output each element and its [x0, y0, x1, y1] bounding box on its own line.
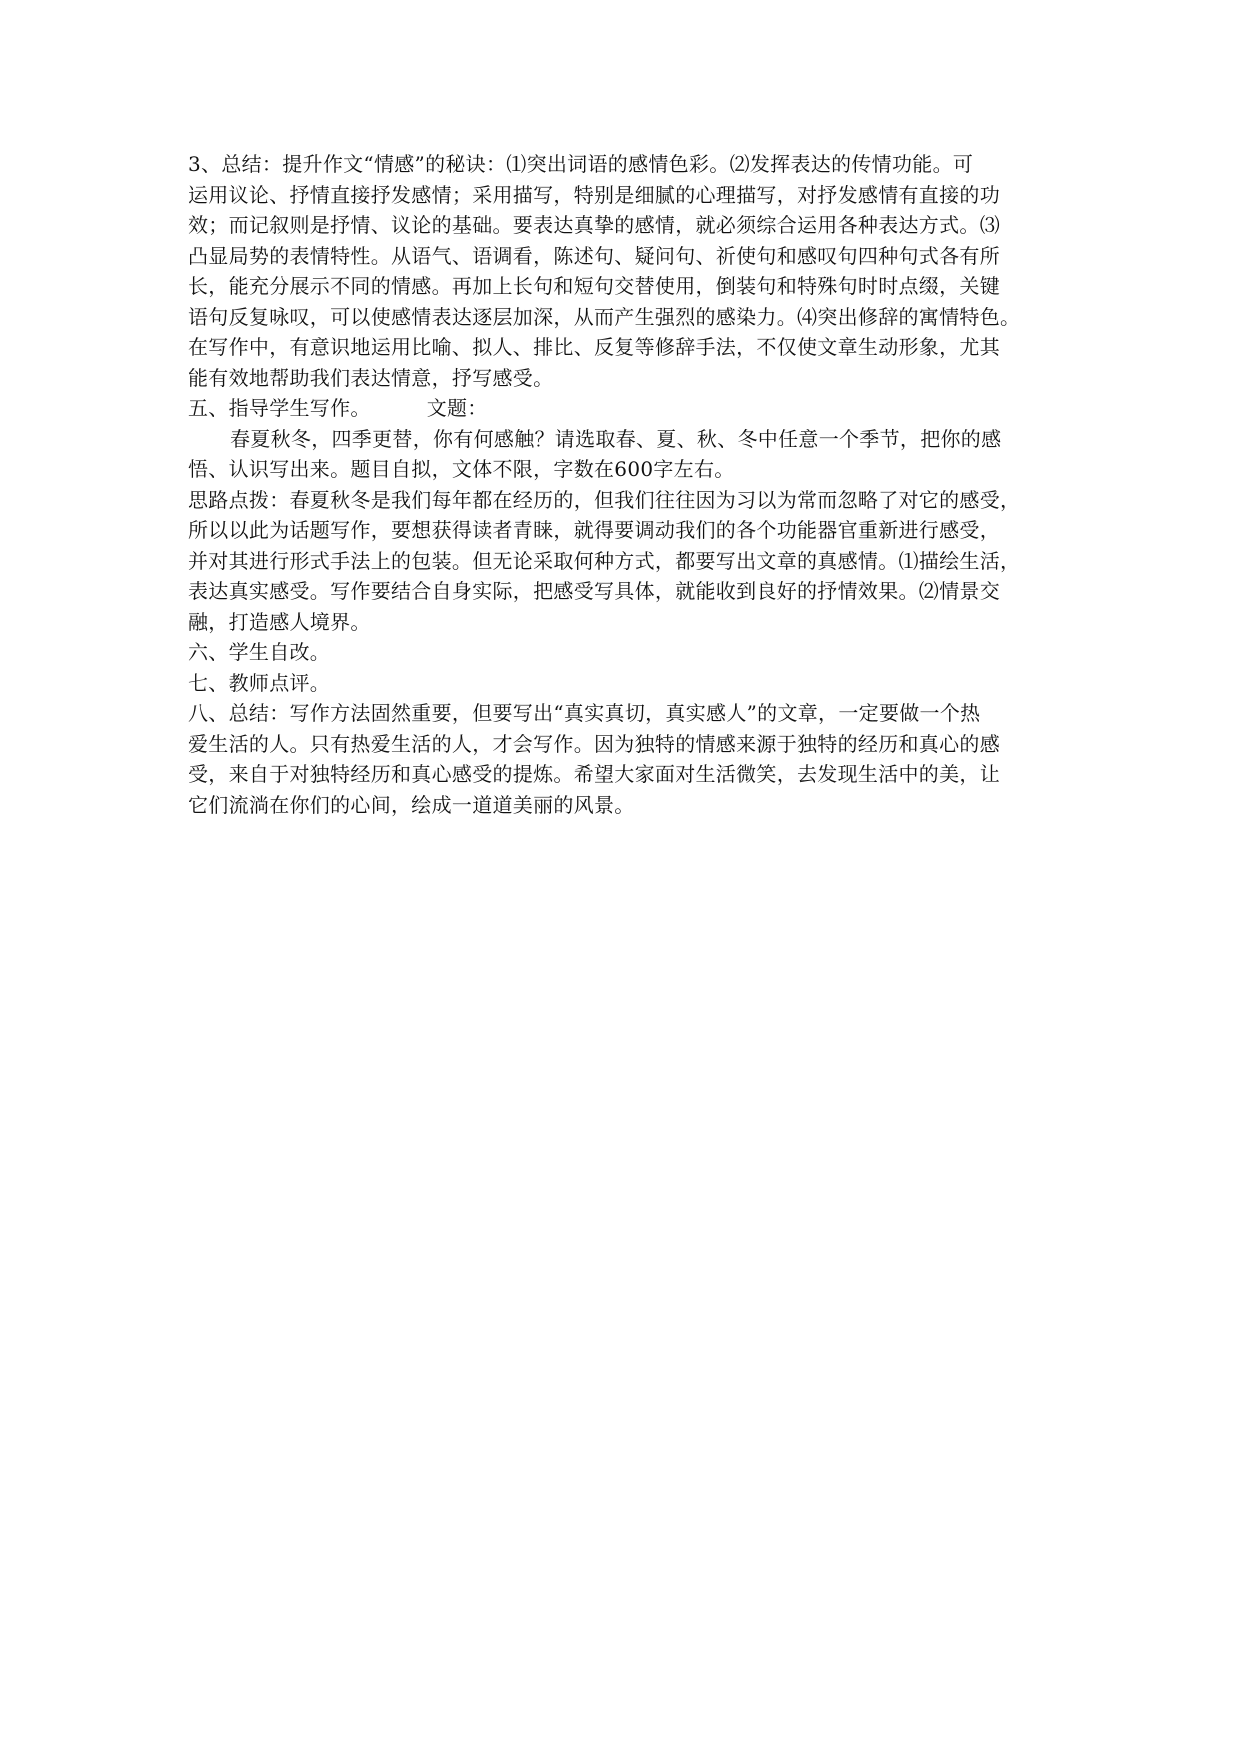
text-line: 运用议论、抒情直接抒发感情；采用描写，特别是细腻的心理描写，对抒发感情有直接的功	[188, 182, 1000, 207]
section-7-heading: 七、教师点评。	[188, 670, 331, 695]
text-line: 语句反复咏叹，可以使感情表达逐层加深，从而产生强烈的感染力。⑷突出修辞的寓情特色。	[188, 304, 1021, 329]
writing-hints	[188, 485, 1058, 638]
text-line: 思路点拨：春夏秋冬是我们每年都在经历的，但我们往往因为习以为常而忽略了对它的感受，	[188, 487, 1021, 512]
section-5-title: 五、指导学生写作。	[188, 396, 371, 420]
section-5-heading	[188, 393, 1058, 424]
text-line: 春夏秋冬，四季更替，你有何感触？请选取春、夏、秋、冬中任意一个季节，把你的感	[230, 426, 1002, 451]
text-line: 3、总结：提升作文“情感”的秘诀：⑴突出词语的感情色彩。⑵发挥表达的传情功能。可	[188, 152, 974, 176]
summary-section	[188, 149, 1058, 393]
text-line: 效；而记叙则是抒情、议论的基础。要表达真挚的感情，就必须综合运用各种表达方式。⑶	[188, 213, 1000, 237]
topic-label: 文题：	[426, 396, 488, 420]
text-line: 表达真实感受。写作要结合自身实际，把感受写具体，就能收到良好的抒情效果。⑵情景交	[188, 579, 1000, 603]
section-6-heading: 六、学生自改。	[188, 640, 331, 664]
text-line: 在写作中，有意识地运用比喻、拟人、排比、反复等修辞手法，不仅使文章生动形象，尤其	[188, 335, 1000, 359]
text-line: 受，来自于对独特经历和真心感受的提炼。希望大家面对生活微笑，去发现生活中的美，让	[188, 762, 1000, 786]
document-page	[188, 149, 1058, 820]
text-line: 八、总结：写作方法固然重要，但要写出“真实真切，真实感人”的文章，一定要做一个热	[188, 701, 981, 725]
writing-prompt	[188, 424, 1058, 485]
text-line: 悟、认识写出来。题目自拟，文体不限，字数在600字左右。	[188, 457, 735, 481]
text-line: 所以以此为话题写作，要想获得读者青睐，就得要调动我们的各个功能器官重新进行感受，	[188, 518, 1000, 542]
text-line: 长，能充分展示不同的情感。再加上长句和短句交替使用，倒装句和特殊句时时点缀，关键	[188, 274, 1000, 298]
text-line: 它们流淌在你们的心间，绘成一道道美丽的风景。	[188, 792, 635, 817]
final-summary-section	[188, 698, 1058, 820]
text-line: 凸显局势的表情特性。从语气、语调看，陈述句、疑问句、祈使句和感叹句四种句式各有所	[188, 243, 1000, 268]
text-line: 融，打造感人境界。	[188, 609, 371, 634]
text-line: 能有效地帮助我们表达情意，抒写感受。	[188, 365, 554, 390]
text-line: 爱生活的人。只有热爱生活的人，才会写作。因为独特的情感来源于独特的经历和真心的感	[188, 731, 1000, 756]
text-line: 并对其进行形式手法上的包装。但无论采取何种方式，都要写出文章的真感情。⑴描绘生活，	[188, 548, 1021, 573]
